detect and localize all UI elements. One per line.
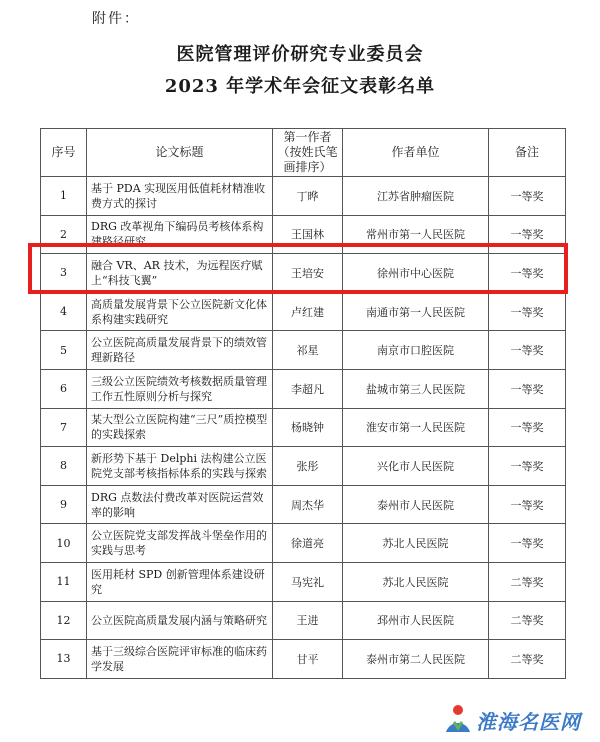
table-row bbox=[41, 292, 566, 331]
award-note: 一等奖 bbox=[489, 408, 566, 447]
header-note: 备注 bbox=[489, 129, 566, 177]
first-author: 王培安 bbox=[273, 254, 343, 293]
table-row bbox=[41, 640, 566, 679]
table-row bbox=[41, 601, 566, 640]
first-author: 甘平 bbox=[273, 640, 343, 679]
author-unit: 淮安市第一人民医院 bbox=[343, 408, 489, 447]
watermark-logo bbox=[440, 702, 590, 738]
author-unit: 泰州市人民医院 bbox=[343, 485, 489, 524]
first-author: 卢红建 bbox=[273, 292, 343, 331]
award-note: 一等奖 bbox=[489, 331, 566, 370]
paper-title: 三级公立医院绩效考核数据质量管理工作五性原则分析与探究 bbox=[87, 369, 273, 408]
paper-title: 基于三级综合医院评审标准的临床药学发展 bbox=[87, 640, 273, 679]
author-unit: 盐城市第三人民医院 bbox=[343, 369, 489, 408]
paper-title: 新形势下基于 Delphi 法构建公立医院党支部考核指标体系的实践与探索 bbox=[87, 447, 273, 486]
award-note: 一等奖 bbox=[489, 215, 566, 254]
attachment-label: 附件： bbox=[92, 11, 140, 27]
row-number: 7 bbox=[41, 408, 87, 447]
first-author: 李超凡 bbox=[273, 369, 343, 408]
author-unit: 苏北人民医院 bbox=[343, 524, 489, 563]
paper-title: DRG 改革视角下编码员考核体系构建路径研究 bbox=[87, 215, 273, 254]
paper-title: 公立医院高质量发展内涵与策略研究 bbox=[87, 601, 273, 640]
table-row bbox=[41, 524, 566, 563]
row-number: 2 bbox=[41, 215, 87, 254]
author-unit: 常州市第一人民医院 bbox=[343, 215, 489, 254]
author-unit: 江苏省肿瘤医院 bbox=[343, 177, 489, 216]
award-note: 一等奖 bbox=[489, 485, 566, 524]
row-number: 11 bbox=[41, 562, 87, 601]
row-number: 9 bbox=[41, 485, 87, 524]
first-author: 祁星 bbox=[273, 331, 343, 370]
header-author: 第一作者（按姓氏笔画排序） bbox=[273, 129, 343, 177]
award-note: 二等奖 bbox=[489, 601, 566, 640]
award-note: 一等奖 bbox=[489, 254, 566, 293]
award-note: 一等奖 bbox=[489, 447, 566, 486]
doctor-figure-icon bbox=[440, 702, 476, 738]
header-unit: 作者单位 bbox=[343, 129, 489, 177]
paper-title: 公立医院党支部发挥战斗堡垒作用的实践与思考 bbox=[87, 524, 273, 563]
first-author: 张彤 bbox=[273, 447, 343, 486]
table-row bbox=[41, 562, 566, 601]
first-author: 马宪礼 bbox=[273, 562, 343, 601]
header-title: 论文标题 bbox=[87, 129, 273, 177]
award-note: 一等奖 bbox=[489, 177, 566, 216]
paper-title: 某大型公立医院构建“三尺”质控模型的实践探索 bbox=[87, 408, 273, 447]
award-note: 二等奖 bbox=[489, 640, 566, 679]
row-number: 6 bbox=[41, 369, 87, 408]
header-no: 序号 bbox=[41, 129, 87, 177]
first-author: 丁晔 bbox=[273, 177, 343, 216]
author-unit: 苏北人民医院 bbox=[343, 562, 489, 601]
document-subtitle: 2023 年学术年会征文表彰名单 bbox=[164, 76, 436, 97]
table-row bbox=[41, 408, 566, 447]
author-unit: 徐州市中心医院 bbox=[343, 254, 489, 293]
row-number: 8 bbox=[41, 447, 87, 486]
paper-title: DRG 点数法付费改革对医院运营效率的影响 bbox=[87, 485, 273, 524]
author-unit: 南通市第一人民医院 bbox=[343, 292, 489, 331]
award-note: 二等奖 bbox=[489, 562, 566, 601]
first-author: 徐道亮 bbox=[273, 524, 343, 563]
watermark-text: 淮海名医网 bbox=[476, 710, 581, 734]
paper-title: 基于 PDA 实现医用低值耗材精准收费方式的探讨 bbox=[87, 177, 273, 216]
award-note: 一等奖 bbox=[489, 524, 566, 563]
first-author: 王国林 bbox=[273, 215, 343, 254]
highlight-box bbox=[28, 243, 568, 294]
first-author: 周杰华 bbox=[273, 485, 343, 524]
award-table bbox=[40, 128, 566, 679]
paper-title: 医用耗材 SPD 创新管理体系建设研究 bbox=[87, 562, 273, 601]
table-row bbox=[41, 447, 566, 486]
author-unit: 邳州市人民医院 bbox=[343, 601, 489, 640]
award-note: 一等奖 bbox=[489, 292, 566, 331]
author-unit: 兴化市人民医院 bbox=[343, 447, 489, 486]
table-row bbox=[41, 177, 566, 216]
first-author: 王进 bbox=[273, 601, 343, 640]
table-header-row bbox=[41, 129, 566, 177]
paper-title: 高质量发展背景下公立医院新文化体系构建实践研究 bbox=[87, 292, 273, 331]
row-number: 3 bbox=[41, 254, 87, 293]
row-number: 13 bbox=[41, 640, 87, 679]
table-row bbox=[41, 485, 566, 524]
award-note: 一等奖 bbox=[489, 369, 566, 408]
row-number: 12 bbox=[41, 601, 87, 640]
table-row bbox=[41, 369, 566, 408]
author-unit: 泰州市第二人民医院 bbox=[343, 640, 489, 679]
first-author: 杨晓钟 bbox=[273, 408, 343, 447]
author-unit: 南京市口腔医院 bbox=[343, 331, 489, 370]
row-number: 1 bbox=[41, 177, 87, 216]
row-number: 5 bbox=[41, 331, 87, 370]
paper-title: 融合 VR、AR 技术，为远程医疗赋上“科技飞翼” bbox=[87, 254, 273, 293]
paper-title: 公立医院高质量发展背景下的绩效管理新路径 bbox=[87, 331, 273, 370]
document-title: 医院管理评价研究专业委员会 bbox=[176, 44, 424, 65]
table-row bbox=[41, 331, 566, 370]
row-number: 4 bbox=[41, 292, 87, 331]
row-number: 10 bbox=[41, 524, 87, 563]
